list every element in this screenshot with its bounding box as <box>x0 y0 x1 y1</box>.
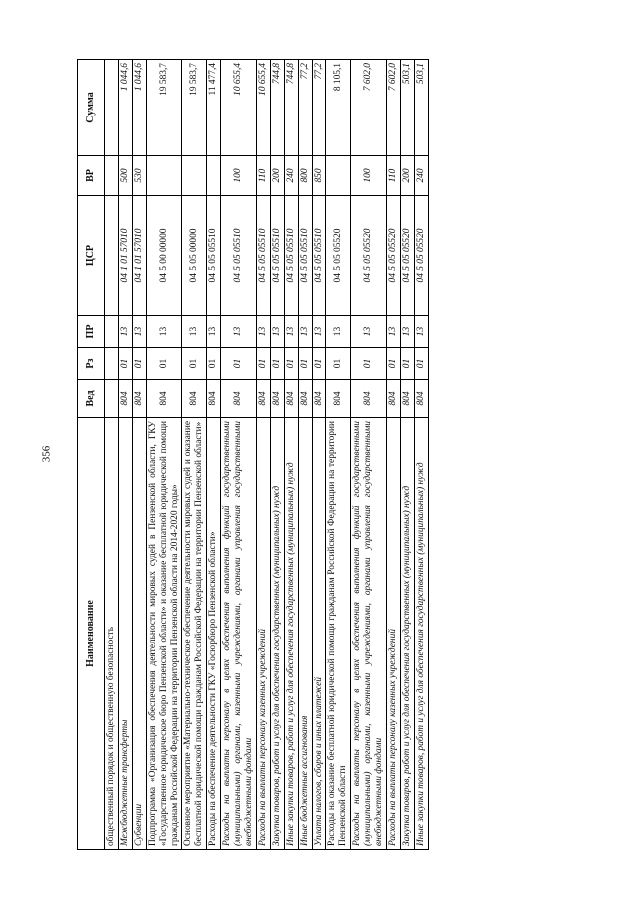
cell-name: Иные закупки товаров, работ и услуг для обеспечения государственных (муниципальных) нужд <box>414 418 428 850</box>
cell-name: Расходы на оказание бесплатной юридической помощи гражданам Российской Федерации на территории Пензенской области <box>326 418 351 850</box>
cell-rz: 01 <box>146 348 182 380</box>
cell-csr: 04 5 05 05510 <box>256 196 270 316</box>
cell-rz: 01 <box>182 348 207 380</box>
cell-rz: 01 <box>414 348 428 380</box>
cell-vr: 800 <box>298 156 312 196</box>
cell-ved: 804 <box>312 380 326 418</box>
cell-rz: 01 <box>118 348 132 380</box>
cell-pr: 13 <box>298 316 312 348</box>
cell-pr: 13 <box>118 316 132 348</box>
cell-csr: 04 5 05 05520 <box>386 196 400 316</box>
rotated-content <box>77 60 605 850</box>
budget-table <box>77 59 429 850</box>
table-row <box>326 60 351 850</box>
table-row <box>270 60 284 850</box>
cell-vr: 240 <box>414 156 428 196</box>
cell-rz: 01 <box>386 348 400 380</box>
cell-pr: 13 <box>400 316 414 348</box>
cell-sum: 8 105,1 <box>326 60 351 156</box>
cell-ved: 804 <box>270 380 284 418</box>
cell-pr: 13 <box>312 316 326 348</box>
cell-name: Расходы на выплаты персоналу казенных учреждений <box>256 418 270 850</box>
cell-rz: 01 <box>256 348 270 380</box>
cell-ved: 804 <box>414 380 428 418</box>
cell-ved: 804 <box>284 380 298 418</box>
cell-sum: 77,2 <box>312 60 326 156</box>
cell-pr: 13 <box>284 316 298 348</box>
cell-vr: 200 <box>400 156 414 196</box>
cell-vr <box>182 156 207 196</box>
table-row <box>118 60 132 850</box>
table-row <box>207 60 221 850</box>
cell-sum: 744,8 <box>270 60 284 156</box>
cell-name: Подпрограмма «Организация обеспечения деятельности мировых судей в Пензенской области, ГКУ «Государственное юридическое бюро Пензенской области» и оказание бесплатной юридической помощи гражданам Российской Федерации на территории Пензенской области на 2014-2020 годы» <box>146 418 182 850</box>
cell-ved: 804 <box>351 380 387 418</box>
cell-pr <box>105 316 119 348</box>
cell-sum <box>105 60 119 156</box>
cell-vr: 100 <box>221 156 257 196</box>
cell-csr: 04 5 05 05520 <box>351 196 387 316</box>
cell-vr <box>146 156 182 196</box>
page-number-text: 356 <box>40 445 52 463</box>
cell-sum: 11 477,4 <box>207 60 221 156</box>
cell-name: Закупка товаров, работ и услуг для обеспечения государственных (муниципальных) нужд <box>400 418 414 850</box>
table-row <box>105 60 119 850</box>
cell-ved: 804 <box>326 380 351 418</box>
cell-sum: 10 655,4 <box>221 60 257 156</box>
cell-name: Расходы на выплаты персоналу казенных учреждений <box>386 418 400 850</box>
cell-ved: 804 <box>132 380 146 418</box>
cell-name: Основное мероприятие «Материально-техническое обеспечение деятельности мировых судей и оказание бесплатной юридической помощи гражданам Российской Федерации на территории Пензенской области» <box>182 418 207 850</box>
header-vr: ВР <box>78 156 105 196</box>
cell-rz: 01 <box>298 348 312 380</box>
cell-ved: 804 <box>182 380 207 418</box>
cell-sum: 19 583,7 <box>182 60 207 156</box>
cell-rz: 01 <box>351 348 387 380</box>
cell-pr: 13 <box>132 316 146 348</box>
table-row <box>400 60 414 850</box>
cell-rz: 01 <box>326 348 351 380</box>
cell-csr: 04 5 05 05510 <box>284 196 298 316</box>
table-row <box>132 60 146 850</box>
header-csr: ЦСР <box>78 196 105 316</box>
cell-csr: 04 5 05 00000 <box>182 196 207 316</box>
cell-name: Уплата налогов, сборов и иных платежей <box>312 418 326 850</box>
cell-vr <box>105 156 119 196</box>
cell-sum: 7 602,0 <box>386 60 400 156</box>
cell-sum: 503,1 <box>400 60 414 156</box>
cell-name: Иные бюджетные ассигнования <box>298 418 312 850</box>
cell-vr <box>207 156 221 196</box>
table-row <box>256 60 270 850</box>
cell-ved: 804 <box>298 380 312 418</box>
cell-vr: 530 <box>132 156 146 196</box>
cell-sum: 1 044,6 <box>132 60 146 156</box>
cell-pr: 13 <box>351 316 387 348</box>
cell-csr: 04 5 05 05510 <box>221 196 257 316</box>
cell-csr: 04 5 05 05520 <box>414 196 428 316</box>
budget-table-area <box>77 60 605 850</box>
cell-ved: 804 <box>386 380 400 418</box>
cell-ved: 804 <box>221 380 257 418</box>
cell-csr: 04 5 05 05520 <box>326 196 351 316</box>
cell-ved <box>105 380 119 418</box>
cell-csr: 04 5 05 05510 <box>270 196 284 316</box>
table-row <box>221 60 257 850</box>
cell-sum: 10 655,4 <box>256 60 270 156</box>
cell-csr: 04 5 00 00000 <box>146 196 182 316</box>
cell-ved: 804 <box>256 380 270 418</box>
cell-pr: 13 <box>270 316 284 348</box>
cell-pr: 13 <box>207 316 221 348</box>
header-rz: Рз <box>78 348 105 380</box>
cell-ved: 804 <box>118 380 132 418</box>
cell-csr <box>105 196 119 316</box>
page-number <box>36 442 56 466</box>
cell-name: Межбюджетные трансферты <box>118 418 132 850</box>
table-row <box>298 60 312 850</box>
table-row <box>146 60 182 850</box>
cell-rz: 01 <box>312 348 326 380</box>
header-name: Наименование <box>78 418 105 850</box>
cell-vr: 100 <box>351 156 387 196</box>
cell-name: Субвенции <box>132 418 146 850</box>
cell-name: Расходы на выплаты персоналу в целях обеспечения выполнения функций государственными (муниципальными) органами, казенными учреждениями, органами управления государственными внебюджетными фондами <box>351 418 387 850</box>
table-row <box>386 60 400 850</box>
cell-ved: 804 <box>207 380 221 418</box>
cell-csr: 04 1 01 57010 <box>118 196 132 316</box>
cell-sum: 1 044,6 <box>118 60 132 156</box>
cell-rz: 01 <box>207 348 221 380</box>
cell-csr: 04 5 05 05520 <box>400 196 414 316</box>
table-header-row <box>78 60 105 850</box>
cell-csr: 04 5 05 05510 <box>207 196 221 316</box>
cell-rz: 01 <box>132 348 146 380</box>
header-sum: Сумма <box>78 60 105 156</box>
cell-sum: 744,8 <box>284 60 298 156</box>
cell-rz: 01 <box>221 348 257 380</box>
cell-sum: 19 583,7 <box>146 60 182 156</box>
cell-pr: 13 <box>256 316 270 348</box>
header-pr: ПР <box>78 316 105 348</box>
cell-rz <box>105 348 119 380</box>
cell-vr: 200 <box>270 156 284 196</box>
table-row <box>351 60 387 850</box>
cell-rz: 01 <box>284 348 298 380</box>
table-body <box>105 60 429 850</box>
cell-ved: 804 <box>400 380 414 418</box>
cell-csr: 04 5 05 05510 <box>298 196 312 316</box>
header-ved: Вед <box>78 380 105 418</box>
cell-vr: 110 <box>386 156 400 196</box>
table-row <box>182 60 207 850</box>
cell-vr: 110 <box>256 156 270 196</box>
cell-vr: 240 <box>284 156 298 196</box>
cell-pr: 13 <box>326 316 351 348</box>
cell-pr: 13 <box>386 316 400 348</box>
cell-csr: 04 1 01 57010 <box>132 196 146 316</box>
cell-csr: 04 5 05 05510 <box>312 196 326 316</box>
cell-pr: 13 <box>182 316 207 348</box>
cell-name: Расходы на выплаты персоналу в целях обеспечения выполнения функций государственными (муниципальными) органами, казенными учреждениями, органами управления государственными внебюджетными фондами <box>221 418 257 850</box>
cell-name: Расходы на обеспечение деятельности ГКУ «Госюрбюро Пензенской области» <box>207 418 221 850</box>
table-row <box>414 60 428 850</box>
cell-vr <box>326 156 351 196</box>
cell-name: общественный порядок и общественную безопасность <box>105 418 119 850</box>
cell-vr: 500 <box>118 156 132 196</box>
cell-sum: 77,2 <box>298 60 312 156</box>
table-row <box>284 60 298 850</box>
cell-pr: 13 <box>221 316 257 348</box>
cell-vr: 850 <box>312 156 326 196</box>
cell-name: Иные закупки товаров, работ и услуг для обеспечения государственных (муниципальных) нужд <box>284 418 298 850</box>
cell-ved: 804 <box>146 380 182 418</box>
cell-name: Закупка товаров, работ и услуг для обеспечения государственных (муниципальных) нужд <box>270 418 284 850</box>
cell-rz: 01 <box>400 348 414 380</box>
cell-sum: 7 602,0 <box>351 60 387 156</box>
cell-pr: 13 <box>414 316 428 348</box>
cell-sum: 503,1 <box>414 60 428 156</box>
table-row <box>312 60 326 850</box>
cell-rz: 01 <box>270 348 284 380</box>
cell-pr: 13 <box>146 316 182 348</box>
